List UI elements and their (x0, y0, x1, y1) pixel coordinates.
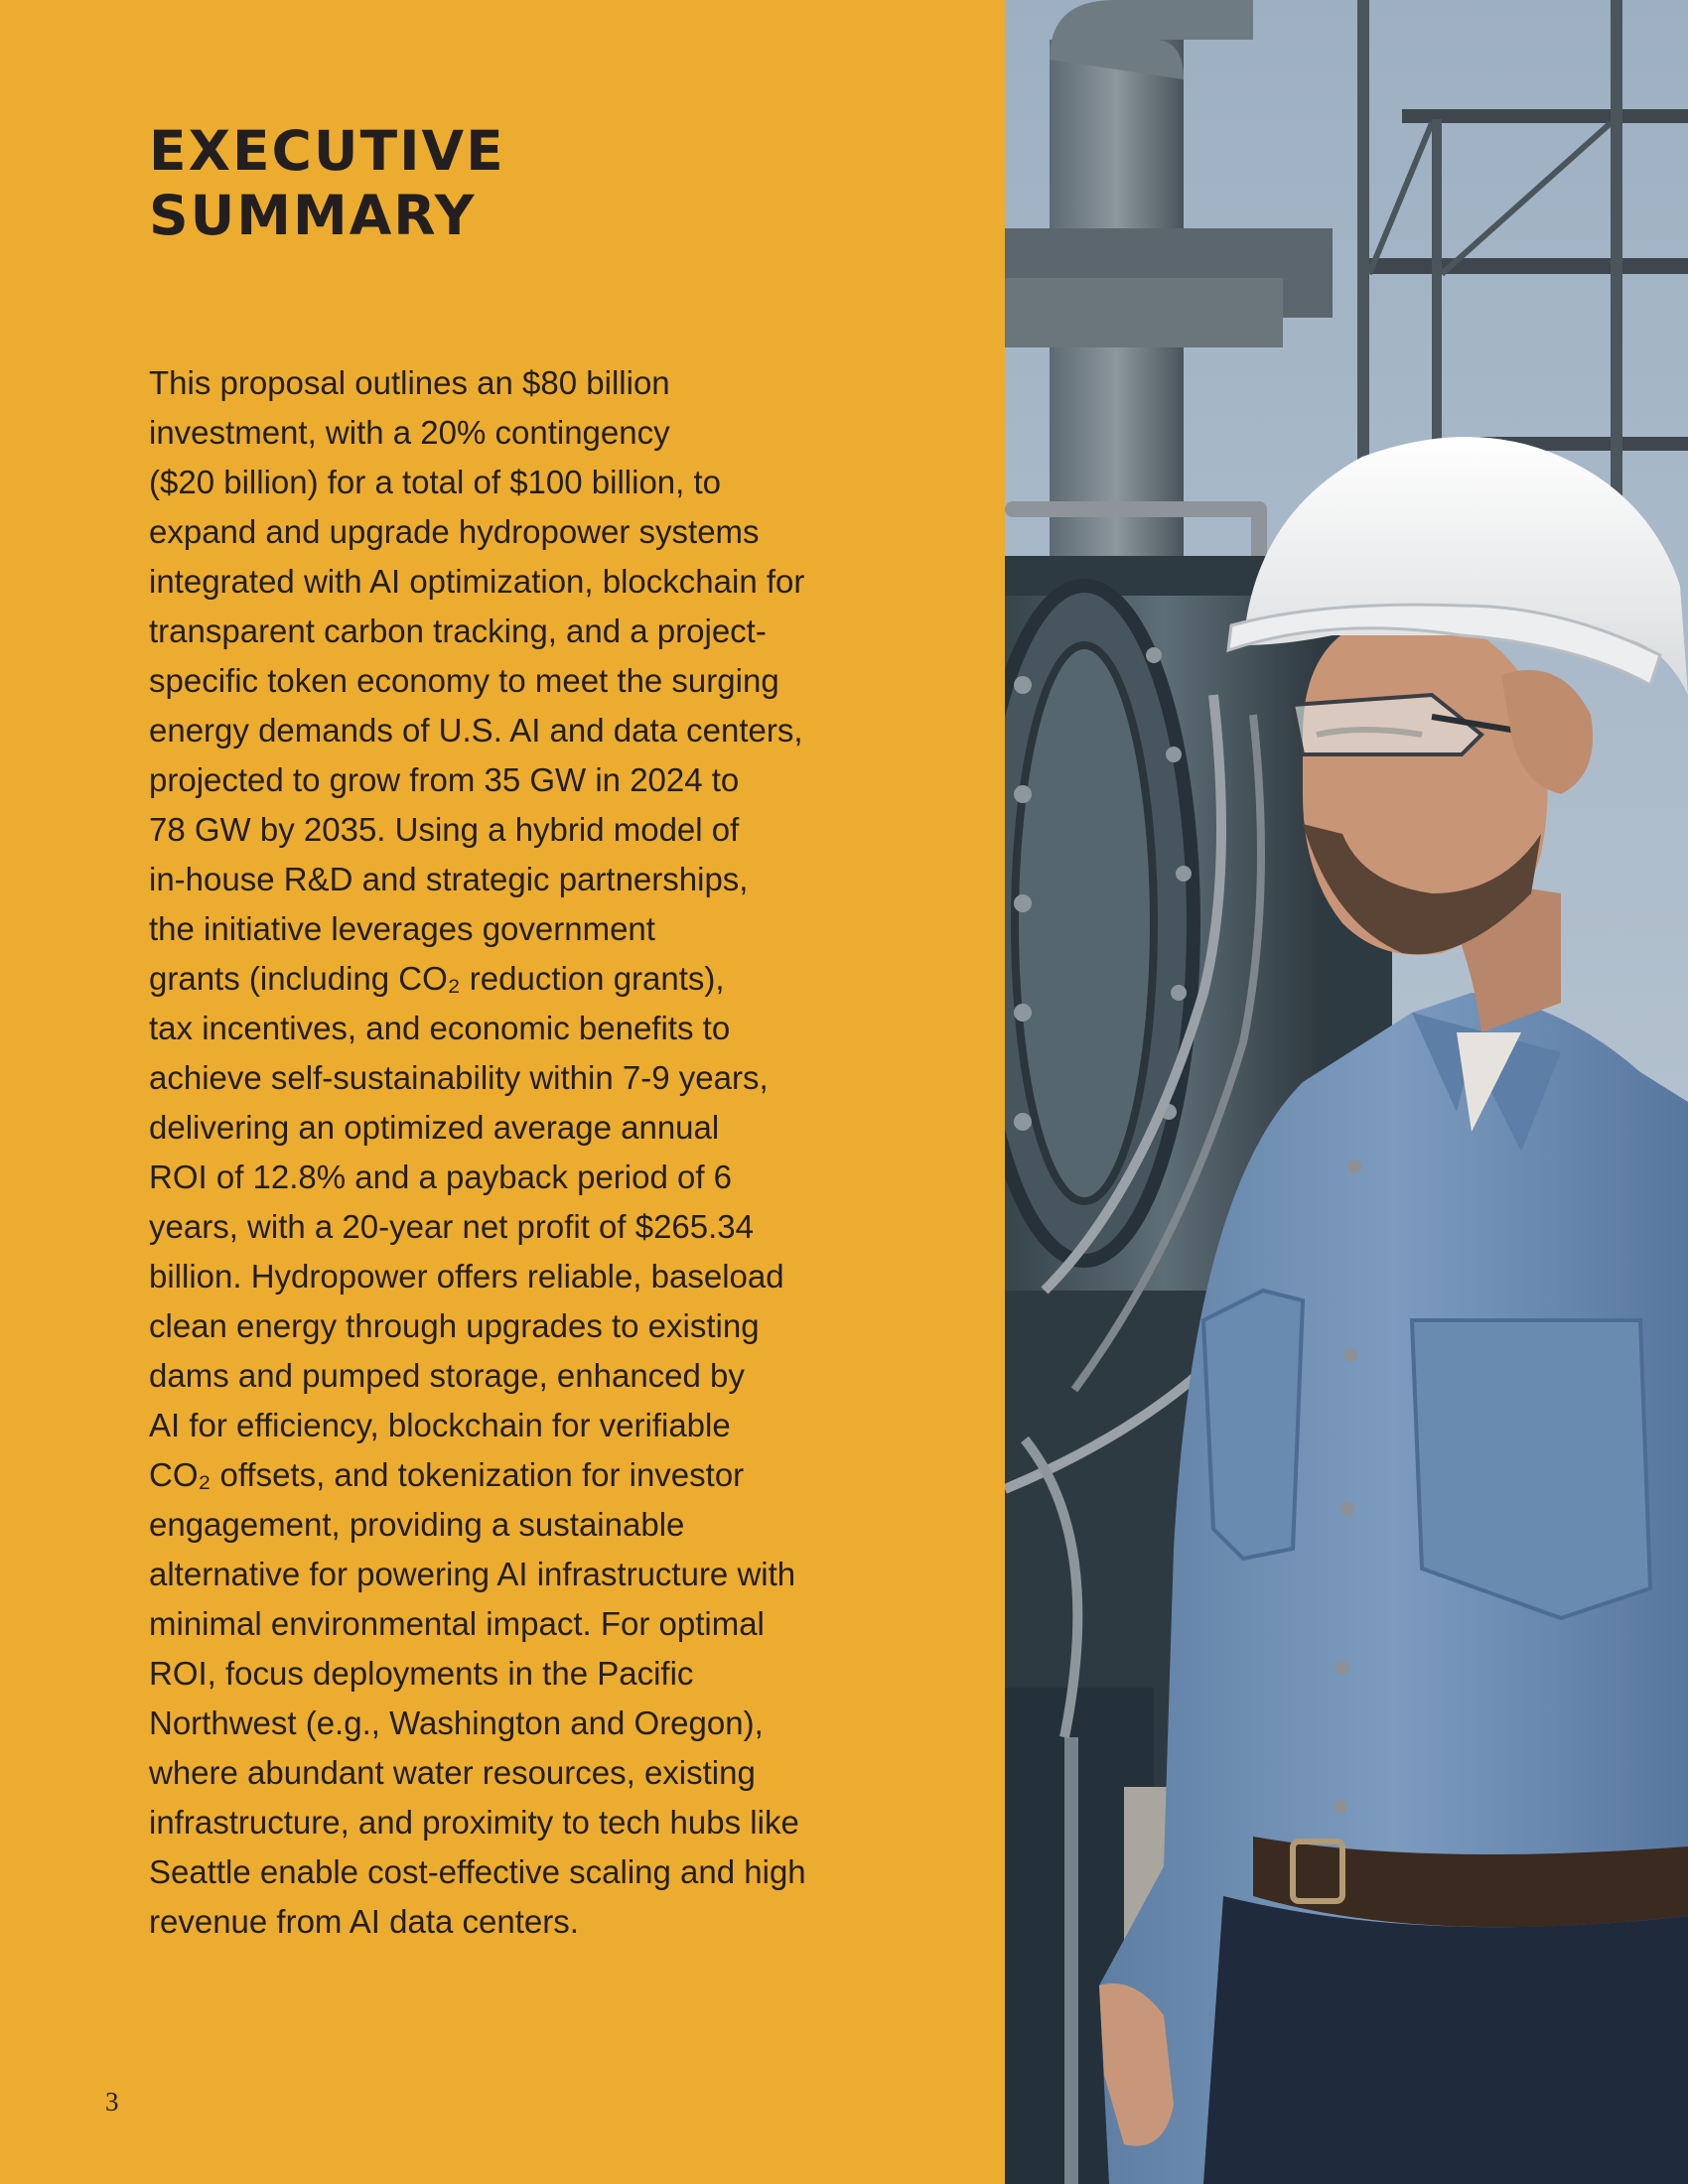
page-number: 3 (105, 2087, 119, 2116)
title-line-2: SUMMARY (149, 184, 477, 247)
engineer-photo (1005, 0, 1688, 2184)
title-line-1: EXECUTIVE (149, 119, 505, 183)
page-title (149, 119, 505, 248)
summary-paragraph: This proposal outlines an $80 billion investment, with a 20% contingency ($20 billion) for a total of $100 billion, to expand and upgrade hydropower systems integrated with AI optimization, blockchain for transparent carbon tracking, and a project- specific token economy to meet the surging energy demands of U.S. AI and data centers, projected to grow from 35 GW in 2024 to 78 GW by 2035. Using a hybrid model of in-house R&D and strategic partnerships, the initiative leverages government grants (including CO₂ reduction grants), tax incentives, and economic benefits to achieve self-sustainability within 7-9 years, delivering an optimized average annual ROI of 12.8% and a payback period of 6 years, with a 20-year net profit of $265.34 billion. Hydropower offers reliable, baseload clean energy through upgrades to existing dams and pumped storage, enhanced by AI for efficiency, blockchain for verifiable CO₂ offsets, and tokenization for investor engagement, providing a sustainable alternative for powering AI infrastructure with minimal environmental impact. For optimal ROI, focus deployments in the Pacific Northwest (e.g., Washington and Oregon), where abundant water resources, existing infrastructure, and proximity to tech hubs like Seattle enable cost-effective scaling and high revenue from AI data centers. (149, 364, 806, 1940)
